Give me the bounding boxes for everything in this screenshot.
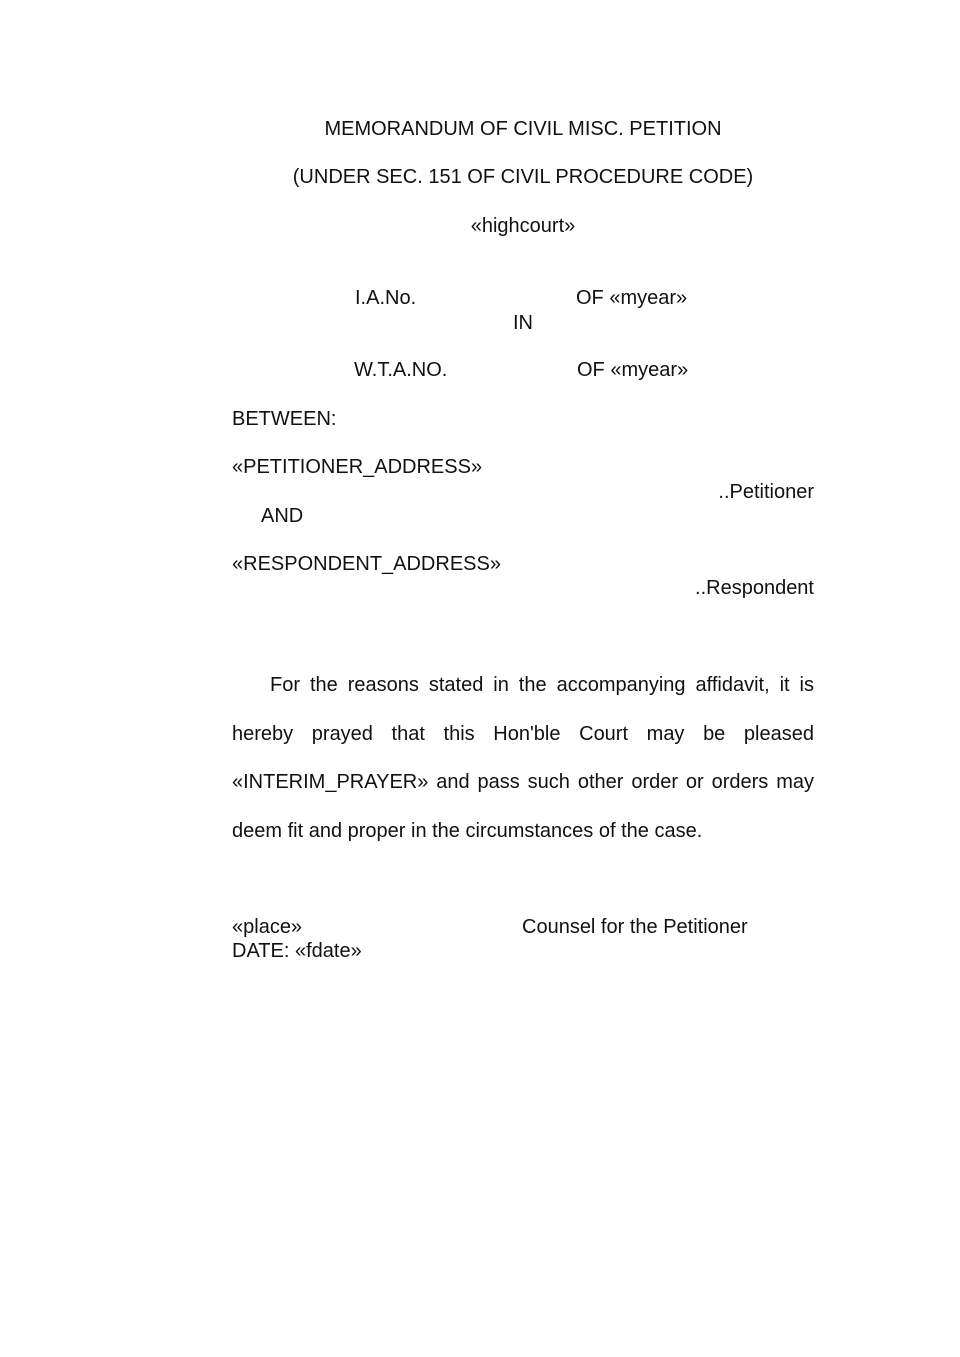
ia-year: OF «myear» <box>576 287 688 309</box>
place-field: «place» <box>232 916 303 938</box>
document-subtitle: (UNDER SEC. 151 OF CIVIL PROCEDURE CODE) <box>292 166 754 188</box>
between-label: BETWEEN: <box>232 408 337 430</box>
petitioner-address: «PETITIONER_ADDRESS» <box>232 456 483 478</box>
respondent-address: «RESPONDENT_ADDRESS» <box>232 553 501 575</box>
court-name: «highcourt» <box>470 215 576 237</box>
prayer-paragraph: For the reasons stated in the accompanying affidavit, it is hereby prayed that this Hon'ble Court may be pleased «INTERIM_PRAYER» and pass such other order or orders may deem fit and proper in the circumstances of the case. <box>232 674 814 842</box>
petitioner-role: ..Petitioner <box>718 481 814 503</box>
counsel-signature-line: Counsel for the Petitioner <box>522 916 748 938</box>
date-field: DATE: «fdate» <box>232 940 362 962</box>
document-title: MEMORANDUM OF CIVIL MISC. PETITION <box>324 118 722 140</box>
wta-year: OF «myear» <box>577 359 689 381</box>
and-label: AND <box>261 505 304 527</box>
in-label: IN <box>513 312 533 334</box>
respondent-role: ..Respondent <box>695 577 814 599</box>
ia-number-label: I.A.No. <box>355 287 417 309</box>
wta-number-label: W.T.A.NO. <box>354 359 448 381</box>
